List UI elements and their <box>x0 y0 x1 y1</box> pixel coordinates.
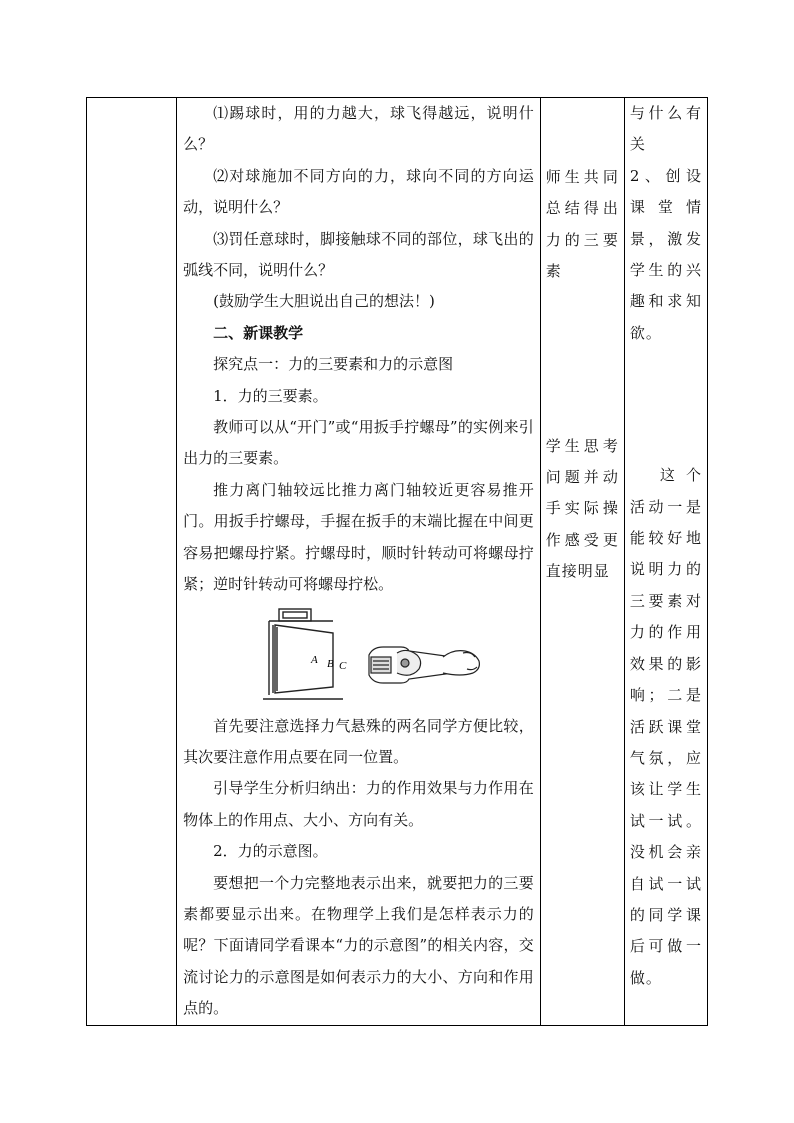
question-1: ⑴踢球时，用的力越大，球飞得越远，说明什么？ <box>183 104 534 154</box>
design-intent-2: 2、创设课堂情景，激发学生的兴趣和求知欲。 <box>629 166 702 342</box>
paragraph-teacher: 教师可以从“开门”或“用扳手拧螺母”的实例来引出力的三要素。 <box>183 418 534 468</box>
paragraph-door-wrench: 推力离门轴较远比推力离门轴较近更容易推开门。用扳手拧螺母，手握在扳手的末端比握在中间更容易把螺母拧紧。拧螺母时，顺时针转动可将螺母拧紧；逆时针转动可将螺母拧松。 <box>183 480 534 594</box>
question-3: ⑶罚任意球时，脚接触球不同的部位，球飞出的弧线不同，说明什么？ <box>183 229 534 280</box>
student-activity-1: 师生共同总结得出力的三要素 <box>545 168 619 281</box>
wrench-icon <box>369 647 479 683</box>
label-c: C <box>339 659 347 672</box>
empty-cell <box>87 98 177 1026</box>
student-activity-2: 学生思考问题并动手实际操作感受更直接明显 <box>545 436 619 581</box>
door-wrench-illustration <box>183 607 534 701</box>
lesson-table <box>86 97 708 1026</box>
encourage-note: (鼓励学生大胆说出自己的想法！) <box>213 292 435 311</box>
label-b: B <box>327 657 334 670</box>
door-wrench-figure <box>183 607 534 701</box>
design-intent-3: 这个活动一是能较好地说明力的三要素对力的作用效果的影响；二是活跃课堂气氛，应该让学生试一试。没机会亲自试一试的同学课后可做一做。 <box>629 466 702 987</box>
door-icon <box>263 609 343 699</box>
student-activity-cell <box>540 98 624 1026</box>
paragraph-show-force: 要想把一个力完整地表示出来，就要把力的三要素都要显示出来。在物理学上我们是怎样表示力的呢？下面请同学看课本“力的示意图”的相关内容，交流讨论力的示意图是如何表示力的大小、方向和作用点的。 <box>183 873 534 1018</box>
design-intent-cell <box>624 98 707 1026</box>
table-row <box>87 98 708 1026</box>
section-heading: 二、新课教学 <box>213 323 304 342</box>
design-intent-1: 与什么有关 <box>629 104 702 154</box>
point-1-title: 1．力的三要素。 <box>213 386 328 405</box>
point-2-title: 2．力的示意图。 <box>213 842 328 861</box>
content-cell <box>177 98 541 1026</box>
paragraph-first-note: 首先要注意选择力气悬殊的两名同学方便比较，其次要注意作用点要在同一位置。 <box>183 716 534 766</box>
paragraph-guide: 引导学生分析归纳出：力的作用效果与力作用在物体上的作用点、大小、方向有关。 <box>183 779 534 829</box>
label-a: A <box>311 653 318 666</box>
explore-point-title: 探究点一：力的三要素和力的示意图 <box>213 355 454 374</box>
question-2: ⑵对球施加不同方向的力，球向不同的方向运动，说明什么？ <box>183 166 534 217</box>
